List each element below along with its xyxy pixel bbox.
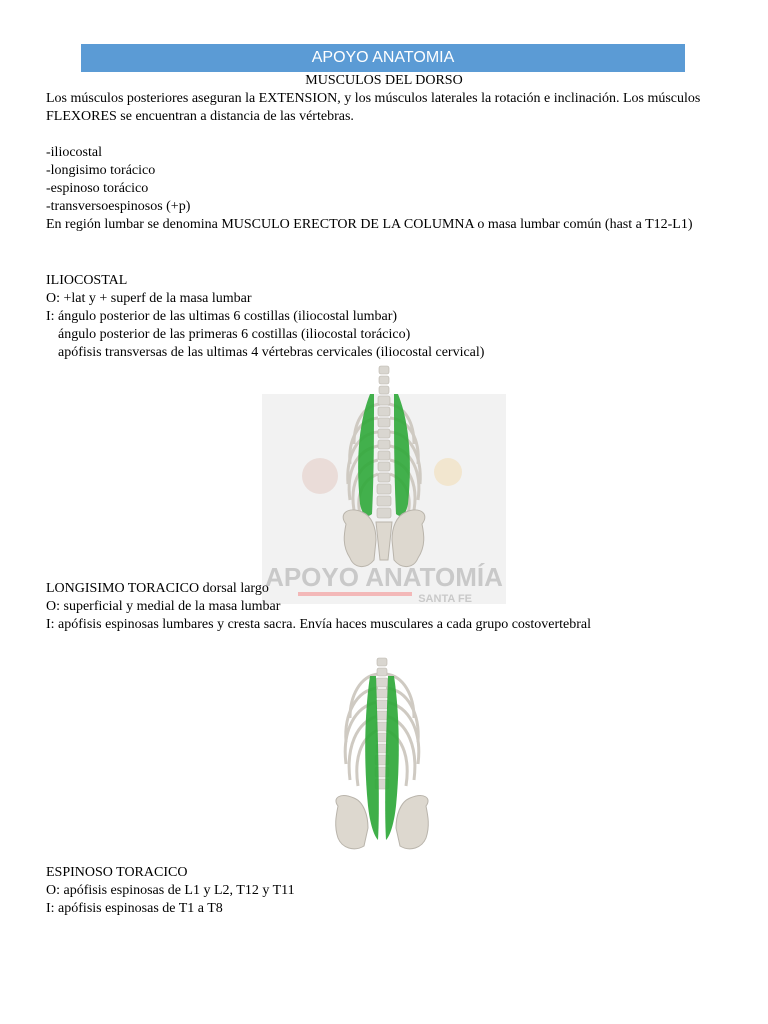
watermark-text: APOYO ANATOMÍA [265, 562, 503, 592]
origin-text: O: superficial y medial de la masa lumbar [46, 599, 281, 614]
insertion-text: I: apófisis espinosas de T1 a T8 [46, 901, 223, 916]
insertion-text: I: apófisis espinosas lumbares y cresta sacra. Envía haces musculares a cada grupo costovertebral [46, 617, 592, 632]
insertion-text: apófisis transversas de las ultimas 4 vértebras cervicales (iliocostal cervical) [58, 345, 485, 360]
section-title: LONGISIMO TORACICO dorsal largo [46, 581, 269, 596]
section-title: ILIOCOSTAL [46, 273, 128, 288]
document-subtitle: MUSCULOS DEL DORSO [305, 73, 463, 88]
muscle-list-item: -transversoespinosos (+p) [46, 199, 191, 214]
document-banner: APOYO ANATOMIA [81, 44, 685, 72]
section-title: ESPINOSO TORACICO [46, 865, 188, 880]
muscle-list-item: -iliocostal [46, 145, 102, 160]
watermark-subtext: SANTA FE [418, 593, 472, 604]
espinoso-section [46, 864, 718, 918]
intro-paragraph: Los músculos posteriores aseguran la EXTENSION, y los músculos laterales la rotación e inclinación. Los músculos FLEXORES se encuentran a distancia de las vértebras. [46, 91, 701, 124]
insertion-text: ángulo posterior de las primeras 6 costillas (iliocostal torácico) [58, 327, 411, 342]
iliocostal-illustration [262, 364, 506, 604]
erector-paragraph: En región lumbar se denomina MUSCULO ERECTOR DE LA COLUMNA o masa lumbar común (hast a T12-L1) [46, 217, 693, 232]
muscle-list-item: -longisimo torácico [46, 163, 156, 178]
origin-text: O: apófisis espinosas de L1 y L2, T12 y T11 [46, 883, 295, 898]
iliocostal-section [46, 272, 718, 362]
intro-section [46, 90, 718, 234]
longisimo-section [46, 580, 718, 634]
insertion-text: I: ángulo posterior de las ultimas 6 costillas (iliocostal lumbar) [46, 309, 398, 324]
muscle-list-item: -espinoso torácico [46, 181, 149, 196]
origin-text: O: +lat y + superf de la masa lumbar [46, 291, 252, 306]
longisimo-illustration [330, 656, 434, 852]
